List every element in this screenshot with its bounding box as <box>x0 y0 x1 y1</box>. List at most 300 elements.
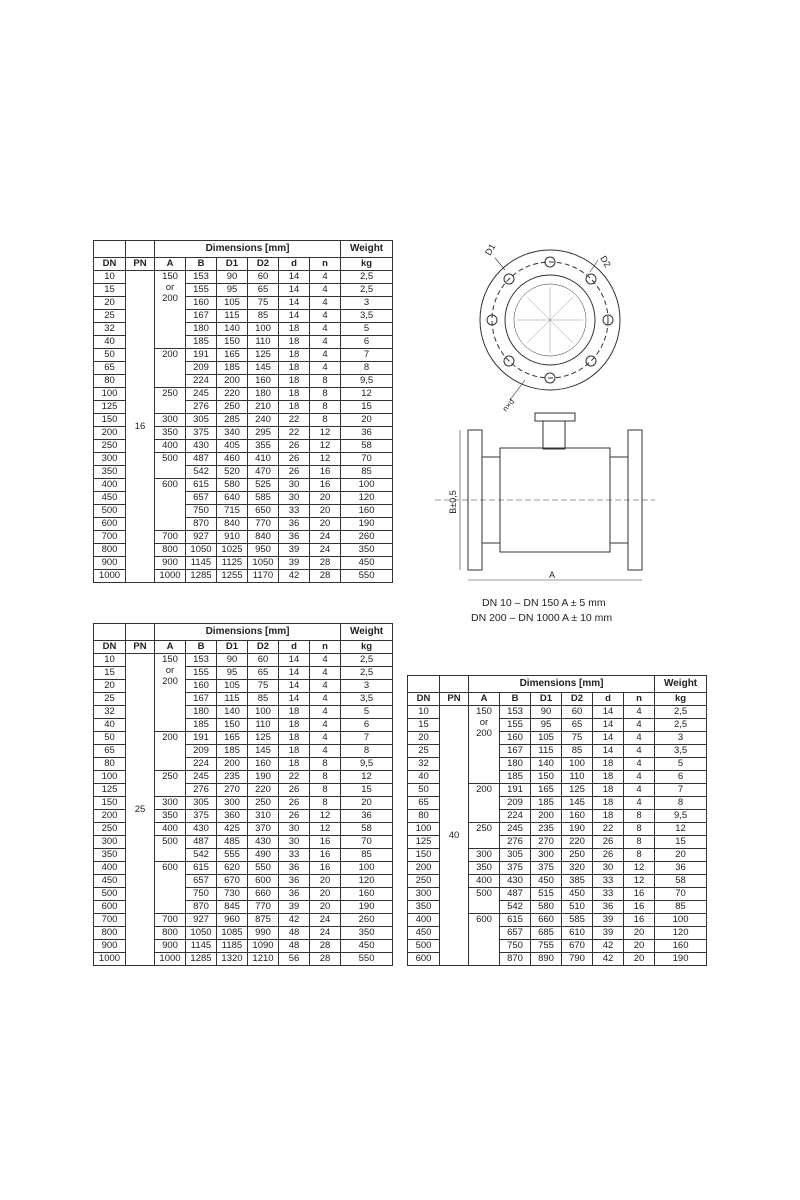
cell-a-line: 700 <box>162 531 178 542</box>
cell-pn: 16 <box>126 271 155 583</box>
cell-kg: 9,5 <box>341 758 393 771</box>
cell-n: 4 <box>310 719 341 732</box>
cell-pn: 25 <box>126 654 155 966</box>
cell-a-line: 150 <box>162 271 178 282</box>
cell-b: 155 <box>500 719 531 732</box>
cell-a <box>155 797 186 810</box>
cell-n: 24 <box>310 927 341 940</box>
cell-d1: 150 <box>217 336 248 349</box>
cell-a-line: 150 <box>476 706 492 717</box>
cell-dn: 25 <box>94 310 126 323</box>
cell-kg: 7 <box>655 784 707 797</box>
cell-d: 14 <box>593 719 624 732</box>
cell-kg: 7 <box>341 349 393 362</box>
cell-d2: 85 <box>248 310 279 323</box>
cell-d1: 1025 <box>217 544 248 557</box>
cell-b: 615 <box>500 914 531 927</box>
cell-d1: 90 <box>531 706 562 719</box>
header-kg: kg <box>341 641 393 654</box>
cell-d: 39 <box>279 901 310 914</box>
cell-kg: 12 <box>655 823 707 836</box>
header-a: A <box>155 641 186 654</box>
cell-b: 180 <box>186 323 217 336</box>
cell-kg: 5 <box>341 323 393 336</box>
cell-d1: 185 <box>531 797 562 810</box>
cell-a-line: 200 <box>476 728 492 739</box>
bolt-hole <box>586 274 596 284</box>
cell-b: 167 <box>186 693 217 706</box>
d2-leader <box>590 260 598 272</box>
cell-kg: 9,5 <box>655 810 707 823</box>
cell-kg: 8 <box>341 362 393 375</box>
cell-b: 870 <box>186 518 217 531</box>
cell-b: 870 <box>500 953 531 966</box>
cell-kg: 450 <box>341 557 393 570</box>
cell-b: 209 <box>500 797 531 810</box>
cell-b: 245 <box>186 388 217 401</box>
cell-d: 39 <box>593 914 624 927</box>
cell-d1: 375 <box>531 862 562 875</box>
cell-n: 20 <box>310 492 341 505</box>
cell-dn: 65 <box>94 745 126 758</box>
cell-n: 4 <box>310 271 341 284</box>
cell-d2: 75 <box>562 732 593 745</box>
center-lines <box>517 287 583 353</box>
cell-b: 160 <box>186 297 217 310</box>
cell-d1: 960 <box>217 914 248 927</box>
cell-dn: 250 <box>408 875 440 888</box>
cell-kg: 9,5 <box>341 375 393 388</box>
table-row <box>94 654 393 667</box>
cell-a <box>155 557 186 570</box>
cell-d2: 660 <box>248 888 279 901</box>
cell-n: 4 <box>310 732 341 745</box>
cell-kg: 350 <box>341 927 393 940</box>
header-kg: kg <box>341 258 393 271</box>
cell-d2: 240 <box>248 414 279 427</box>
cell-b: 245 <box>500 823 531 836</box>
cell-b: 245 <box>186 771 217 784</box>
cell-kg: 20 <box>655 849 707 862</box>
cell-d: 18 <box>279 349 310 362</box>
cell-b: 657 <box>500 927 531 940</box>
cell-a-line: 200 <box>476 784 492 795</box>
cell-d2: 1170 <box>248 570 279 583</box>
cell-d2: 220 <box>562 836 593 849</box>
cell-n: 20 <box>310 888 341 901</box>
cell-b: 927 <box>186 531 217 544</box>
cell-dn: 40 <box>94 336 126 349</box>
cell-d: 39 <box>593 927 624 940</box>
cell-n: 8 <box>624 810 655 823</box>
cell-dn: 32 <box>408 758 440 771</box>
cell-kg: 450 <box>341 940 393 953</box>
cell-a-line: 900 <box>162 940 178 951</box>
cell-kg: 8 <box>341 745 393 758</box>
cell-n: 4 <box>310 349 341 362</box>
cell-d2: 430 <box>248 836 279 849</box>
cell-b: 375 <box>500 862 531 875</box>
cell-b: 167 <box>186 310 217 323</box>
cell-kg: 100 <box>655 914 707 927</box>
cell-d2: 60 <box>248 271 279 284</box>
cell-dn: 900 <box>94 940 126 953</box>
cell-a <box>469 823 500 849</box>
cell-dn: 700 <box>94 531 126 544</box>
cell-kg: 5 <box>341 706 393 719</box>
cell-d1: 165 <box>217 349 248 362</box>
cell-n: 4 <box>310 310 341 323</box>
cell-a <box>469 706 500 784</box>
cell-d2: 145 <box>248 362 279 375</box>
cell-b: 305 <box>500 849 531 862</box>
cell-d2: 525 <box>248 479 279 492</box>
cell-d: 26 <box>279 453 310 466</box>
cell-d2: 60 <box>562 706 593 719</box>
cell-kg: 20 <box>341 414 393 427</box>
cell-d1: 150 <box>217 719 248 732</box>
dimensions-table-pn40 <box>407 675 707 966</box>
header-d1: D1 <box>531 693 562 706</box>
cell-dn: 700 <box>94 914 126 927</box>
cell-dn: 350 <box>408 901 440 914</box>
cell-n: 28 <box>310 557 341 570</box>
cell-a-line: 250 <box>476 823 492 834</box>
cell-d: 18 <box>279 719 310 732</box>
header-dn: DN <box>94 258 126 271</box>
cell-a <box>469 914 500 966</box>
cell-dn: 125 <box>94 784 126 797</box>
cell-dn: 300 <box>408 888 440 901</box>
cell-d1: 360 <box>217 810 248 823</box>
cell-a <box>155 732 186 771</box>
cell-b: 276 <box>186 401 217 414</box>
cell-b: 1285 <box>186 570 217 583</box>
header-n: n <box>310 641 341 654</box>
cell-n: 20 <box>310 518 341 531</box>
cell-n: 8 <box>310 784 341 797</box>
table-row <box>94 271 393 284</box>
cell-n: 16 <box>310 849 341 862</box>
cell-n: 12 <box>624 875 655 888</box>
cell-kg: 12 <box>341 388 393 401</box>
cell-n: 8 <box>624 836 655 849</box>
cell-kg: 85 <box>655 901 707 914</box>
cell-dn: 100 <box>94 388 126 401</box>
cell-d2: 145 <box>562 797 593 810</box>
cell-a <box>155 271 186 349</box>
cell-d1: 1125 <box>217 557 248 570</box>
cell-kg: 190 <box>655 953 707 966</box>
cell-d1: 1085 <box>217 927 248 940</box>
cell-b: 487 <box>186 836 217 849</box>
cell-dn: 10 <box>408 706 440 719</box>
cell-d1: 730 <box>217 888 248 901</box>
header-row <box>94 241 393 258</box>
header-d2: D2 <box>562 693 593 706</box>
cell-b: 542 <box>500 901 531 914</box>
cell-dn: 25 <box>408 745 440 758</box>
cell-n: 28 <box>310 570 341 583</box>
cell-d2: 180 <box>248 388 279 401</box>
header-blank <box>126 624 155 641</box>
cell-d: 42 <box>279 914 310 927</box>
flowmeter-drawing <box>430 240 660 590</box>
cell-b: 153 <box>186 271 217 284</box>
dimensions-table-pn16 <box>93 240 393 583</box>
cell-d2: 250 <box>248 797 279 810</box>
header-dimensions: Dimensions [mm] <box>155 241 341 258</box>
cell-dn: 100 <box>408 823 440 836</box>
d1-leader <box>495 258 505 270</box>
cell-kg: 260 <box>341 914 393 927</box>
cell-d1: 685 <box>531 927 562 940</box>
cell-dn: 900 <box>94 557 126 570</box>
header-dimensions: Dimensions [mm] <box>155 624 341 641</box>
cell-dn: 1000 <box>94 570 126 583</box>
cell-d1: 250 <box>217 401 248 414</box>
cell-a-line: 250 <box>162 771 178 782</box>
cell-b: 224 <box>186 758 217 771</box>
cell-n: 4 <box>624 758 655 771</box>
cell-d: 14 <box>279 310 310 323</box>
cell-dn: 65 <box>408 797 440 810</box>
cell-dn: 50 <box>408 784 440 797</box>
cell-d1: 640 <box>217 492 248 505</box>
cell-d2: 85 <box>562 745 593 758</box>
cell-d: 18 <box>593 784 624 797</box>
cell-kg: 36 <box>341 427 393 440</box>
header-pn: PN <box>126 258 155 271</box>
cell-d: 26 <box>279 810 310 823</box>
cell-kg: 5 <box>655 758 707 771</box>
cell-d1: 515 <box>531 888 562 901</box>
cell-n: 28 <box>310 940 341 953</box>
cell-dn: 450 <box>94 492 126 505</box>
cell-dn: 40 <box>408 771 440 784</box>
cell-dn: 25 <box>94 693 126 706</box>
cell-kg: 2,5 <box>341 654 393 667</box>
cell-a <box>155 823 186 836</box>
cell-d: 26 <box>279 440 310 453</box>
cell-d1: 95 <box>531 719 562 732</box>
cell-dn: 125 <box>94 401 126 414</box>
cell-d1: 405 <box>217 440 248 453</box>
cell-a-line: 150 <box>162 654 178 665</box>
cell-d2: 65 <box>562 719 593 732</box>
cell-n: 24 <box>310 544 341 557</box>
cell-b: 209 <box>186 745 217 758</box>
cell-d: 18 <box>279 362 310 375</box>
cell-d: 18 <box>279 323 310 336</box>
header-weight: Weight <box>341 241 393 258</box>
cell-d1: 555 <box>217 849 248 862</box>
cell-d1: 95 <box>217 667 248 680</box>
cell-n: 4 <box>310 745 341 758</box>
header-row <box>94 624 393 641</box>
tolerance-note-small: DN 10 – DN 150 A ± 5 mm <box>482 597 606 609</box>
cell-a <box>155 862 186 914</box>
nd-leader <box>510 380 525 400</box>
cell-d2: 60 <box>248 654 279 667</box>
cell-d2: 250 <box>562 849 593 862</box>
flange-front-view <box>480 250 620 400</box>
cell-dn: 400 <box>408 914 440 927</box>
cell-kg: 190 <box>341 518 393 531</box>
cell-d1: 840 <box>217 518 248 531</box>
cell-b: 487 <box>500 888 531 901</box>
cell-a <box>155 531 186 544</box>
flowmeter-side-view <box>435 413 655 580</box>
cell-a <box>155 427 186 440</box>
cell-n: 24 <box>310 914 341 927</box>
cell-b: 155 <box>186 667 217 680</box>
cell-b: 160 <box>186 680 217 693</box>
cell-d: 39 <box>279 544 310 557</box>
cell-a-line: or <box>165 282 175 293</box>
cell-d: 36 <box>279 875 310 888</box>
cell-d2: 510 <box>562 901 593 914</box>
cell-d1: 660 <box>531 914 562 927</box>
header-a: A <box>469 693 500 706</box>
cell-d1: 300 <box>217 797 248 810</box>
cell-d1: 115 <box>531 745 562 758</box>
cell-b: 750 <box>186 888 217 901</box>
cell-n: 20 <box>310 875 341 888</box>
cell-a-line: or <box>479 717 489 728</box>
cell-a <box>155 953 186 966</box>
cell-kg: 120 <box>655 927 707 940</box>
cell-n: 16 <box>624 914 655 927</box>
cell-d2: 790 <box>562 953 593 966</box>
cell-d2: 770 <box>248 518 279 531</box>
cell-b: 375 <box>186 810 217 823</box>
cell-d: 30 <box>279 836 310 849</box>
cell-kg: 70 <box>341 836 393 849</box>
header-n: n <box>310 258 341 271</box>
cell-d1: 150 <box>531 771 562 784</box>
header-weight: Weight <box>655 676 707 693</box>
cell-d1: 200 <box>217 758 248 771</box>
cell-d2: 110 <box>562 771 593 784</box>
cell-d: 18 <box>593 758 624 771</box>
cell-dn: 80 <box>94 375 126 388</box>
cell-d: 14 <box>593 745 624 758</box>
cell-d: 18 <box>279 388 310 401</box>
cell-dn: 450 <box>408 927 440 940</box>
cell-a-line: 600 <box>162 862 178 873</box>
cell-a-line: 200 <box>162 293 178 304</box>
header-pn: PN <box>440 693 469 706</box>
cell-d2: 190 <box>562 823 593 836</box>
cell-n: 20 <box>624 927 655 940</box>
cell-kg: 58 <box>655 875 707 888</box>
cell-a <box>155 940 186 953</box>
cell-a-line: 1000 <box>159 570 181 581</box>
cell-n: 16 <box>624 888 655 901</box>
cell-d2: 210 <box>248 401 279 414</box>
cell-a <box>155 479 186 531</box>
cell-n: 4 <box>624 706 655 719</box>
cell-a-line: 500 <box>476 888 492 899</box>
cell-b: 870 <box>186 901 217 914</box>
cell-kg: 6 <box>655 771 707 784</box>
cell-dn: 150 <box>94 414 126 427</box>
cell-dn: 200 <box>94 427 126 440</box>
cell-dn: 65 <box>94 362 126 375</box>
cell-d1: 300 <box>531 849 562 862</box>
cell-d1: 1255 <box>217 570 248 583</box>
cell-dn: 32 <box>94 323 126 336</box>
cell-d1: 220 <box>217 388 248 401</box>
cell-kg: 550 <box>341 570 393 583</box>
cell-a-line: 200 <box>162 732 178 743</box>
cell-dn: 15 <box>94 284 126 297</box>
header-b: B <box>500 693 531 706</box>
header-d1: D1 <box>217 641 248 654</box>
cell-d: 18 <box>279 745 310 758</box>
subheader-row <box>94 641 393 654</box>
cell-n: 12 <box>310 453 341 466</box>
cell-n: 16 <box>310 836 341 849</box>
cell-kg: 36 <box>655 862 707 875</box>
cell-dn: 800 <box>94 544 126 557</box>
header-d: d <box>593 693 624 706</box>
cell-dn: 15 <box>94 667 126 680</box>
cell-a <box>155 440 186 453</box>
cell-d1: 580 <box>531 901 562 914</box>
cell-d: 18 <box>279 336 310 349</box>
cell-n: 4 <box>310 336 341 349</box>
cell-a <box>469 784 500 823</box>
cell-a <box>155 810 186 823</box>
cell-a-line: 600 <box>476 914 492 925</box>
cell-d: 30 <box>279 479 310 492</box>
cell-b: 1050 <box>186 927 217 940</box>
cell-n: 4 <box>310 667 341 680</box>
cell-n: 12 <box>310 823 341 836</box>
cell-d: 26 <box>279 466 310 479</box>
cell-d: 18 <box>279 706 310 719</box>
cell-d1: 95 <box>217 284 248 297</box>
cell-d2: 65 <box>248 284 279 297</box>
cell-kg: 6 <box>341 719 393 732</box>
cell-b: 153 <box>186 654 217 667</box>
cell-b: 167 <box>500 745 531 758</box>
cell-dn: 10 <box>94 271 126 284</box>
cell-d2: 770 <box>248 901 279 914</box>
cell-d1: 105 <box>217 297 248 310</box>
cell-n: 20 <box>310 505 341 518</box>
cell-kg: 3 <box>341 297 393 310</box>
cell-kg: 70 <box>655 888 707 901</box>
cell-dn: 50 <box>94 349 126 362</box>
cell-d2: 125 <box>248 349 279 362</box>
cell-d1: 105 <box>531 732 562 745</box>
cell-d: 26 <box>279 784 310 797</box>
cell-d: 36 <box>279 518 310 531</box>
cell-d2: 160 <box>562 810 593 823</box>
cell-b: 750 <box>186 505 217 518</box>
cell-n: 8 <box>624 849 655 862</box>
cell-d2: 125 <box>562 784 593 797</box>
cell-kg: 260 <box>341 531 393 544</box>
cell-d: 36 <box>279 888 310 901</box>
cell-kg: 2,5 <box>655 719 707 732</box>
cell-dn: 300 <box>94 836 126 849</box>
cell-d: 18 <box>279 758 310 771</box>
header-blank <box>126 241 155 258</box>
